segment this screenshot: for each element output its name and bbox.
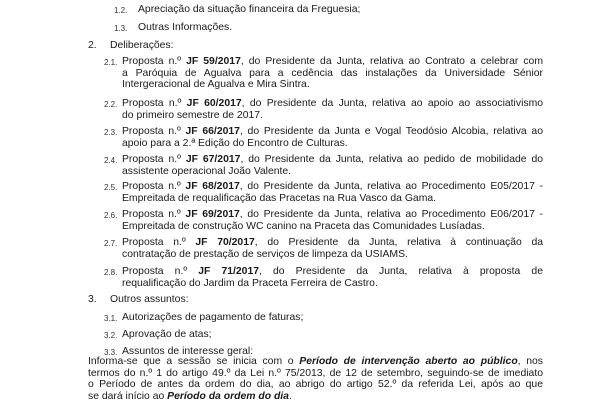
proposal-id: JF 66/2017	[185, 126, 240, 137]
item-number: 2.1.	[104, 58, 118, 67]
section-number: 2.	[88, 40, 97, 51]
proposal-id: JF 71/2017	[198, 266, 260, 277]
agenda-item: Proposta n.º JF 67/2017, do Presidente da Junta, relativa ao pedido de mobilidade do assistente operacional João Valente.	[122, 154, 543, 177]
section-heading	[110, 294, 510, 306]
item-text: Outras Informações.	[138, 22, 233, 33]
item-number: 2.6.	[104, 211, 118, 220]
section-heading	[110, 40, 510, 52]
section-text: Outros assuntos:	[110, 294, 189, 305]
agenda-item	[138, 4, 538, 16]
agenda-item: Proposta n.º JF 60/2017, do Presidente da Junta, relativa ao apoio ao associativismo do primeiro semestre de 2017.	[122, 98, 543, 121]
agenda-item: Proposta n.º JF 70/2017, do Presidente da Junta, relativa à continuação da contratação de prestação de serviços de limpeza da USIAMS.	[122, 237, 543, 260]
closing-paragraph: Informa-se que a sessão se inicia com o Período de intervenção aberto ao público, nos termos do n.º 1 do artigo 49.º da Lei n.º 75/2013, de 12 de setembro, seguindo-se de imediato o Período de antes da ordem do dia, ao abrigo do artigo 52.º da referida Lei, após ao que se dará início ao Período da ordem do dia.	[88, 356, 543, 402]
item-number: 3.1.	[104, 314, 118, 323]
item-number: 3.3.	[104, 348, 118, 357]
proposal-id: JF 68/2017	[185, 181, 240, 192]
item-text: Assuntos de interesse geral:	[122, 346, 254, 357]
item-text: Autorizações de pagamento de faturas;	[122, 312, 304, 323]
proposal-id: JF 67/2017	[185, 154, 241, 165]
public-period-emphasis: Período de intervenção aberto ao público	[299, 356, 518, 367]
proposal-id: JF 70/2017	[195, 237, 255, 248]
item-number: 2.2.	[104, 100, 118, 109]
section-number: 3.	[88, 294, 97, 305]
item-text: Apreciação da situação financeira da Freguesia;	[138, 4, 361, 15]
item-number: 2.4.	[104, 156, 118, 165]
agenda-item: Proposta n.º JF 68/2017, do Presidente da Junta, relativa ao Procedimento E05/2017 - Empreitada de requalificação das Pracetas na Rua Vasco da Gama.	[122, 181, 543, 204]
item-number: 2.3.	[104, 128, 118, 137]
proposal-id: JF 69/2017	[185, 209, 240, 220]
item-number: 2.8.	[104, 268, 118, 277]
item-number: 1.3.	[114, 24, 128, 33]
agenda-item	[122, 312, 522, 324]
agenda-item: Proposta n.º JF 66/2017, do Presidente da Junta e Vogal Teodósio Alcobia, relativa ao apoio para a 2.ª Edição do Encontro de Culturas.	[122, 126, 543, 149]
agenda-item: Proposta n.º JF 69/2017, do Presidente da Junta, relativa ao Procedimento E06/2017 - Empreitada de construção WC canino na Praceta das Comunidades Lusíadas.	[122, 209, 543, 232]
item-number: 1.2.	[114, 6, 128, 15]
order-of-day-emphasis: Período da ordem do dia	[167, 390, 289, 402]
agenda-item: Proposta n.º JF 71/2017, do Presidente da Junta, relativa à proposta de requalificação do Jardim da Praceta Ferreira de Castro.	[122, 266, 543, 289]
item-number: 2.5.	[104, 183, 118, 192]
proposal-id: JF 60/2017	[186, 98, 242, 109]
agenda-item	[122, 329, 522, 341]
item-number: 2.7.	[104, 239, 118, 248]
section-text: Deliberações:	[110, 40, 174, 51]
item-text: Aprovação de atas;	[122, 329, 212, 340]
agenda-item: Proposta n.º JF 59/2017, do Presidente da Junta, relativa ao Contrato a celebrar com a Paróquia de Agualva para a cedência das instalações da Universidade Sénior Intergeracional de Agualva e Mira Sintra.	[122, 56, 543, 91]
proposal-id: JF 59/2017	[186, 56, 241, 67]
item-number: 3.2.	[104, 331, 118, 340]
agenda-item	[138, 22, 538, 34]
